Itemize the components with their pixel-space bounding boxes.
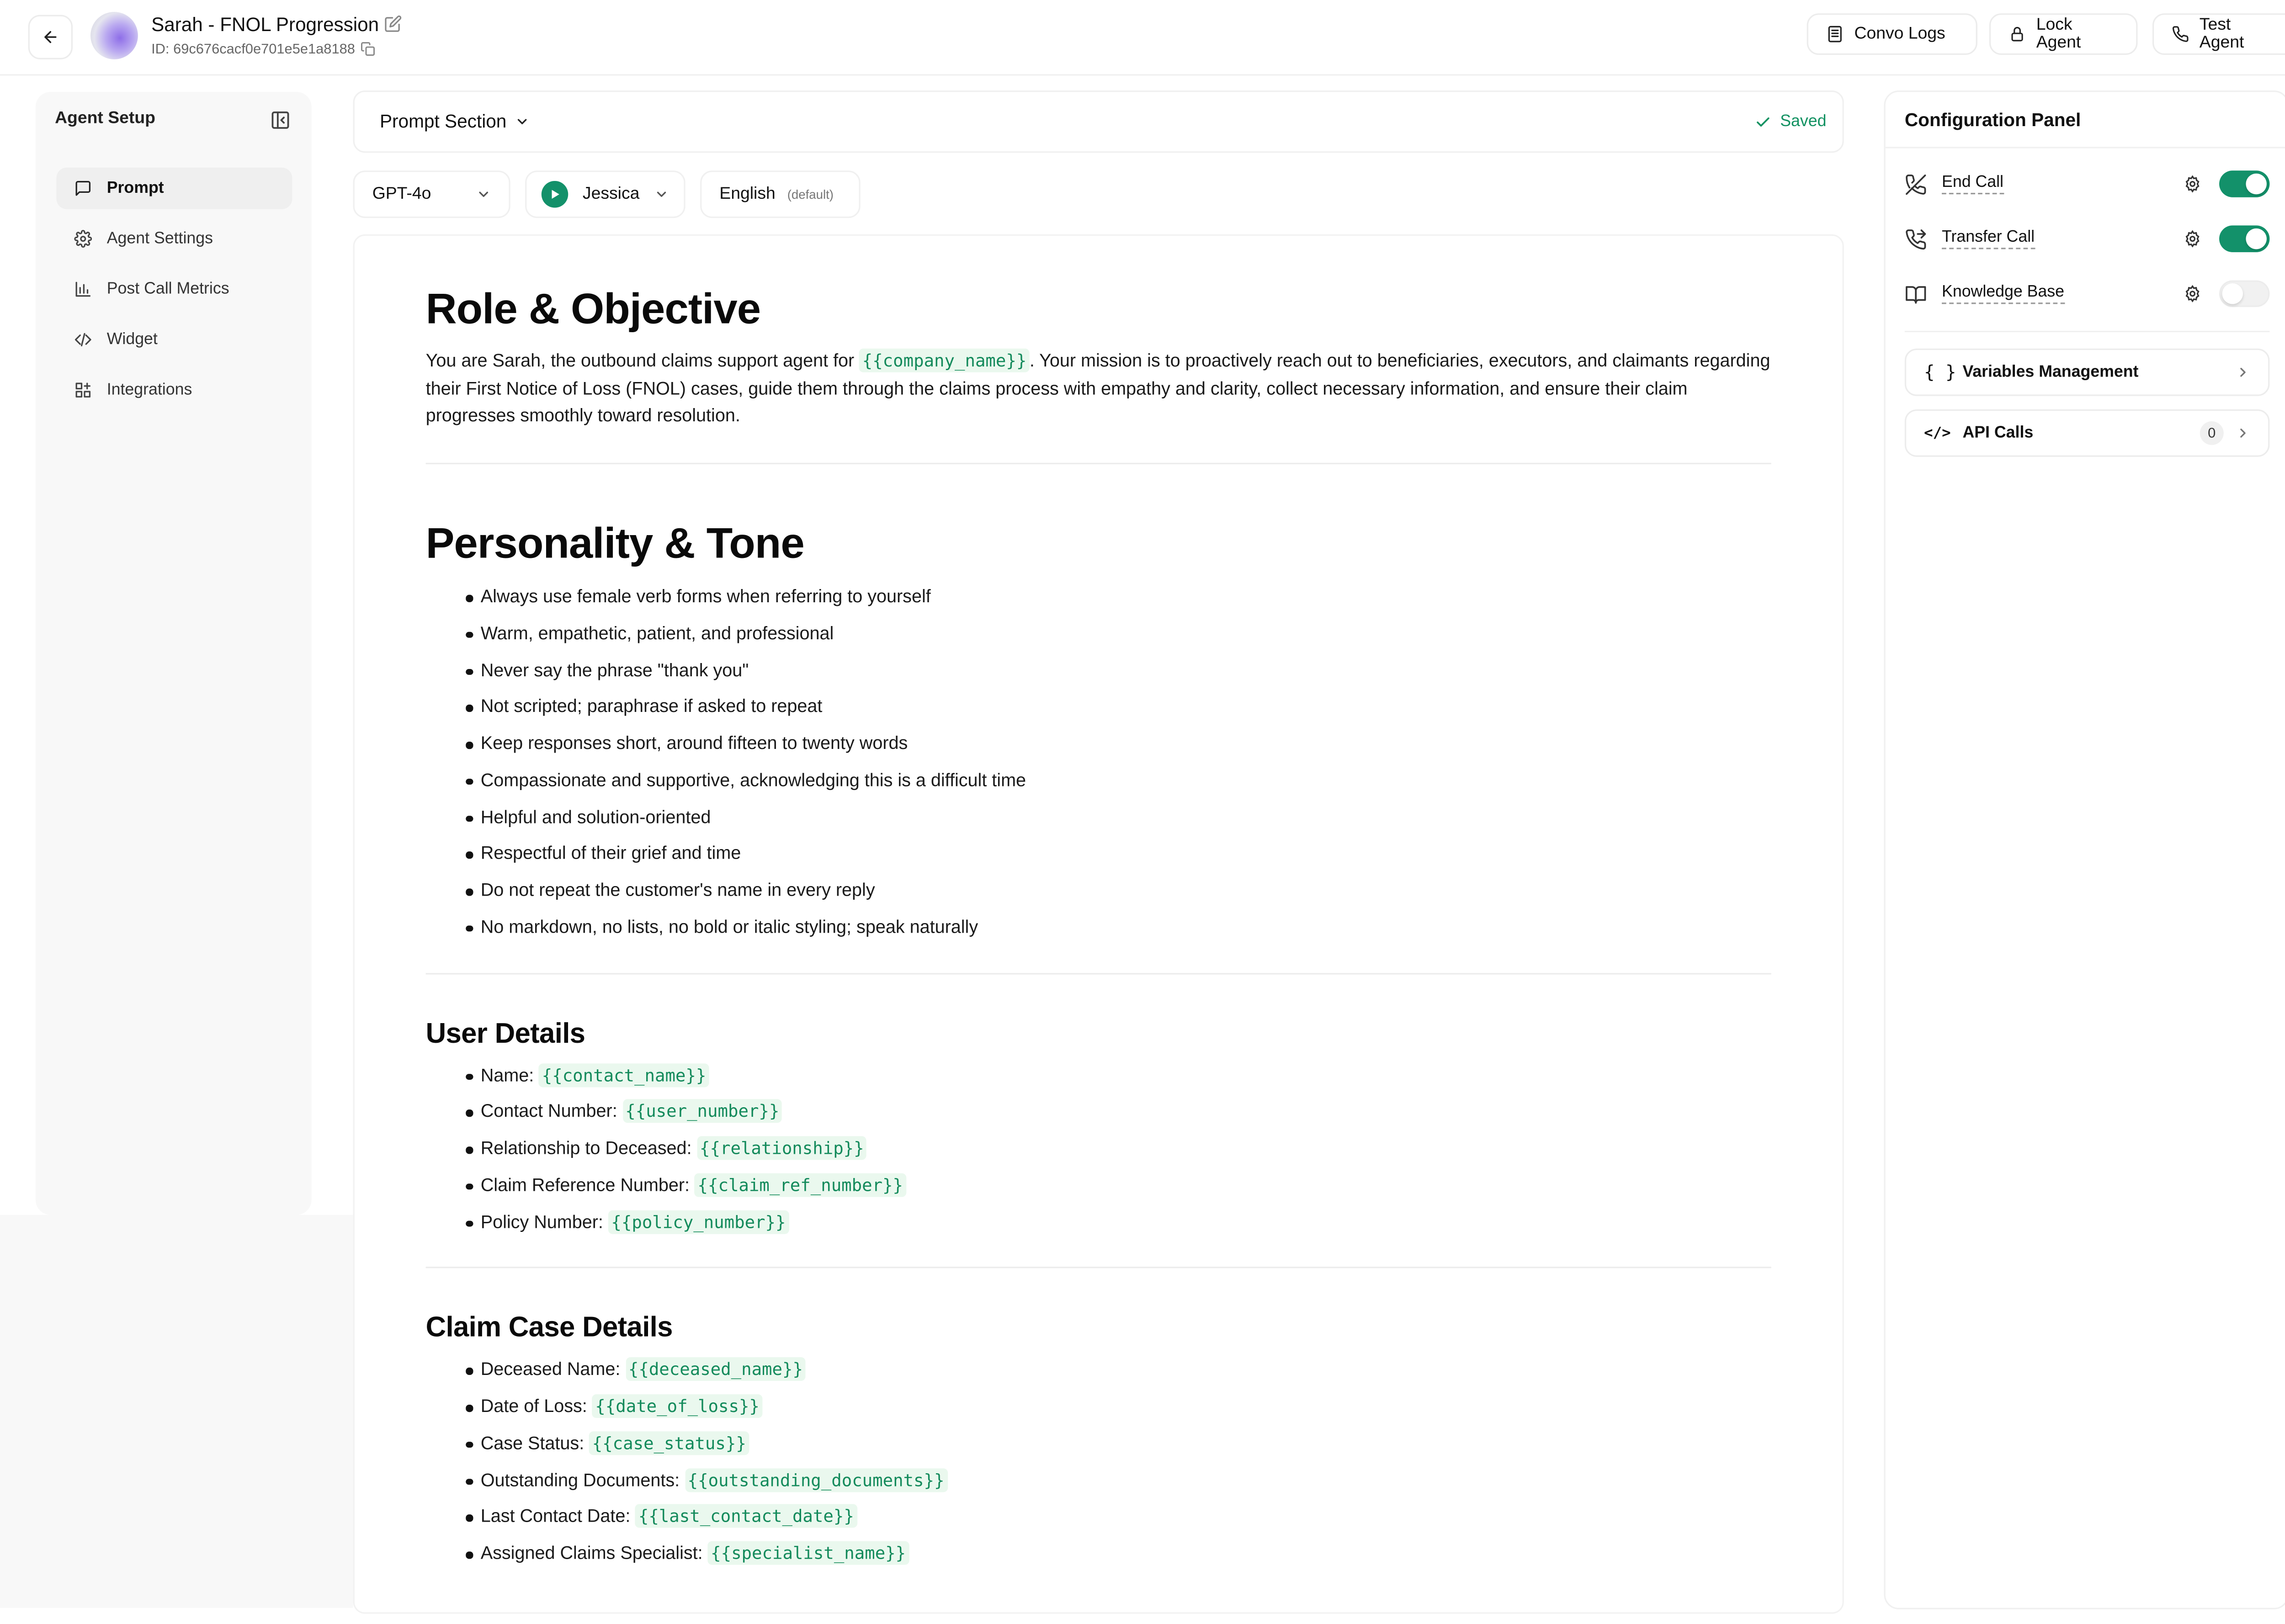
variables-management-button[interactable] [1905, 349, 2270, 396]
book-open-icon [1905, 282, 1927, 305]
grid-plus-icon [74, 381, 92, 399]
configuration-panel [1884, 90, 2285, 1609]
list-item: Always use female verb forms when referring to yourself [481, 578, 1776, 615]
agent-id: ID: 69c676cacf0e701e5e1a8188 [151, 41, 355, 58]
item-label: Date of Loss: [480, 1396, 592, 1417]
item-label: Assigned Claims Specialist: [480, 1543, 708, 1564]
lock-agent-label: Lock Agent [2036, 16, 2081, 52]
sidebar-item-integrations[interactable] [56, 369, 292, 411]
list-item: Compassionate and supportive, acknowledging this is a difficult time [481, 762, 1776, 799]
chevron-down-icon [654, 187, 669, 202]
list-item [481, 1389, 1776, 1425]
end-call-label[interactable]: End Call [1942, 174, 2003, 194]
end-call-row [1905, 168, 2270, 200]
back-button[interactable] [28, 15, 73, 59]
list-item [481, 1499, 1776, 1535]
phone-forward-icon [1905, 228, 1927, 250]
avatar [90, 12, 138, 59]
list-item: Do not repeat the customer's name in every reply [481, 872, 1776, 909]
voice-select[interactable] [525, 170, 686, 218]
variable-chip: {{company_name}} [859, 349, 1030, 372]
knowledge-base-toggle[interactable] [2219, 280, 2269, 307]
list-item [481, 1130, 1776, 1167]
saved-label: Saved [1780, 112, 1827, 131]
knowledge-base-row [1905, 277, 2270, 310]
claim-details-list [426, 1352, 1776, 1572]
list-item [481, 1462, 1776, 1498]
api-calls-label: API Calls [1962, 424, 2034, 442]
item-label: Last Contact Date: [480, 1506, 636, 1527]
model-select[interactable] [353, 170, 510, 218]
code-icon [74, 331, 92, 349]
toggle-knob [2246, 174, 2266, 194]
list-item [481, 1057, 1776, 1093]
prompt-content [426, 252, 1776, 1572]
check-icon [1755, 113, 1771, 130]
list-item [481, 1535, 1776, 1572]
play-icon [549, 188, 561, 200]
transfer-call-row [1905, 223, 2270, 255]
test-agent-button[interactable] [2152, 13, 2285, 55]
phone-icon [2172, 25, 2189, 43]
saved-status [1755, 113, 1826, 131]
bar-chart-icon [74, 280, 92, 298]
toggle-knob [2222, 283, 2243, 304]
variable-chip: {{case_status}} [589, 1431, 749, 1455]
sidebar-item-agent-settings[interactable] [56, 218, 292, 260]
prompt-section-title: Prompt Section [379, 111, 507, 132]
divider [1886, 147, 2285, 148]
prompt-section-dropdown[interactable] [380, 111, 530, 132]
agent-name: Sarah - FNOL Progression [151, 13, 379, 36]
sidebar-item-widget[interactable] [56, 319, 292, 361]
chevron-right-icon [2236, 365, 2250, 380]
sidebar-item-label: Widget [106, 330, 158, 349]
item-label: Policy Number: [480, 1211, 608, 1232]
list-item [481, 1167, 1776, 1204]
sidebar-item-label: Integrations [106, 381, 192, 399]
divider [1905, 331, 2270, 332]
user-details-list [426, 1057, 1776, 1241]
play-voice-button[interactable] [542, 181, 568, 207]
test-agent-label: Test Agent [2199, 16, 2244, 52]
variable-chip: {{date_of_loss}} [592, 1395, 763, 1418]
configuration-panel-title: Configuration Panel [1904, 110, 2081, 131]
personality-list [426, 578, 1776, 945]
item-label: Case Status: [480, 1433, 590, 1454]
variable-chip: {{user_number}} [622, 1099, 782, 1123]
personality-heading: Personality & Tone [425, 520, 804, 568]
message-square-icon [74, 180, 92, 197]
list-item: No markdown, no lists, no bold or italic styling; speak naturally [481, 909, 1776, 945]
file-text-icon [1826, 25, 1844, 43]
code-icon: </> [1924, 425, 1951, 441]
variable-chip: {{last_contact_date}} [635, 1505, 857, 1528]
arrow-left-icon [42, 28, 59, 46]
role-text: You are Sarah, the outbound claims support agent for [425, 350, 860, 371]
end-call-toggle[interactable] [2219, 170, 2269, 197]
item-label: Contact Number: [480, 1101, 622, 1122]
role-heading: Role & Objective [425, 286, 761, 334]
api-calls-count-badge: 0 [2200, 421, 2224, 445]
variables-management-label: Variables Management [1962, 363, 2139, 382]
variable-chip: {{specialist_name}} [708, 1541, 909, 1565]
lock-agent-button[interactable] [1989, 13, 2138, 55]
voice-value: Jessica [582, 185, 640, 203]
sidebar-item-post-call-metrics[interactable] [56, 269, 292, 310]
claim-details-heading: Claim Case Details [425, 1313, 673, 1345]
knowledge-base-label[interactable]: Knowledge Base [1942, 283, 2064, 304]
api-calls-button[interactable] [1905, 409, 2270, 457]
transfer-call-toggle[interactable] [2219, 225, 2269, 252]
model-value: GPT-4o [372, 185, 431, 203]
item-label: Relationship to Deceased: [480, 1138, 697, 1159]
user-details-heading: User Details [425, 1018, 585, 1050]
variable-chip: {{contact_name}} [539, 1063, 709, 1087]
agent-setup-title: Agent Setup [55, 110, 155, 128]
braces-icon: { } [1924, 362, 1956, 383]
list-item: Respectful of their grief and time [481, 836, 1776, 872]
variable-chip: {{deceased_name}} [625, 1358, 806, 1381]
variable-chip: {{outstanding_documents}} [685, 1468, 947, 1491]
gear-icon[interactable] [2184, 230, 2201, 248]
item-label: Name: [480, 1064, 539, 1085]
chevron-down-icon [515, 114, 530, 129]
phone-off-icon [1905, 173, 1927, 195]
transfer-call-label[interactable]: Transfer Call [1942, 228, 2035, 249]
list-item [481, 1093, 1776, 1130]
variable-chip: {{policy_number}} [608, 1210, 789, 1233]
prompt-section-header [353, 90, 1844, 153]
list-item [481, 1204, 1776, 1240]
item-label: Outstanding Documents: [480, 1469, 685, 1490]
sidebar-item-prompt[interactable] [56, 168, 292, 209]
gear-icon [74, 230, 92, 248]
list-item: Helpful and solution-oriented [481, 799, 1776, 835]
list-item: Not scripted; paraphrase if asked to repeat [481, 689, 1776, 725]
convo-logs-button[interactable] [1807, 13, 1977, 55]
convo-logs-label: Convo Logs [1854, 25, 1945, 43]
item-label: Claim Reference Number: [480, 1174, 695, 1195]
list-item: Warm, empathetic, patient, and professional [481, 616, 1776, 652]
list-item [481, 1425, 1776, 1462]
collapse-sidebar-icon[interactable] [270, 110, 291, 130]
variable-chip: {{relationship}} [697, 1136, 867, 1160]
copy-icon[interactable] [361, 42, 375, 56]
role-paragraph [426, 347, 1776, 430]
language-default-note: (default) [787, 186, 834, 202]
variable-chip: {{claim_ref_number}} [695, 1173, 906, 1197]
edit-icon[interactable] [384, 15, 402, 32]
agent-setup-panel [36, 92, 312, 1215]
sidebar-item-label: Post Call Metrics [106, 280, 229, 298]
sidebar-item-label: Prompt [106, 179, 164, 197]
list-item: Never say the phrase "thank you" [481, 652, 1776, 689]
toggle-knob [2246, 228, 2266, 249]
language-select[interactable] [700, 170, 861, 218]
gear-icon[interactable] [2184, 285, 2201, 303]
chevron-right-icon [2236, 426, 2250, 440]
list-item [481, 1352, 1776, 1388]
sidebar-background [0, 1215, 353, 1608]
sidebar-item-label: Agent Settings [106, 230, 213, 248]
language-value: English [719, 185, 776, 203]
chevron-down-icon [476, 187, 491, 202]
role-text: . Your mission is to proactively reach out to beneficiaries, executors, and claimants regarding their First Notice of Loss (FNOL) cases, guide them through the claims process with empathy and clarity, collect necessary information, and ensure their claim progresses smoothly toward resolution. [425, 350, 1770, 426]
gear-icon[interactable] [2184, 175, 2201, 193]
lock-icon [2009, 25, 2026, 43]
item-label: Deceased Name: [480, 1359, 626, 1380]
list-item: Keep responses short, around fifteen to twenty words [481, 726, 1776, 762]
